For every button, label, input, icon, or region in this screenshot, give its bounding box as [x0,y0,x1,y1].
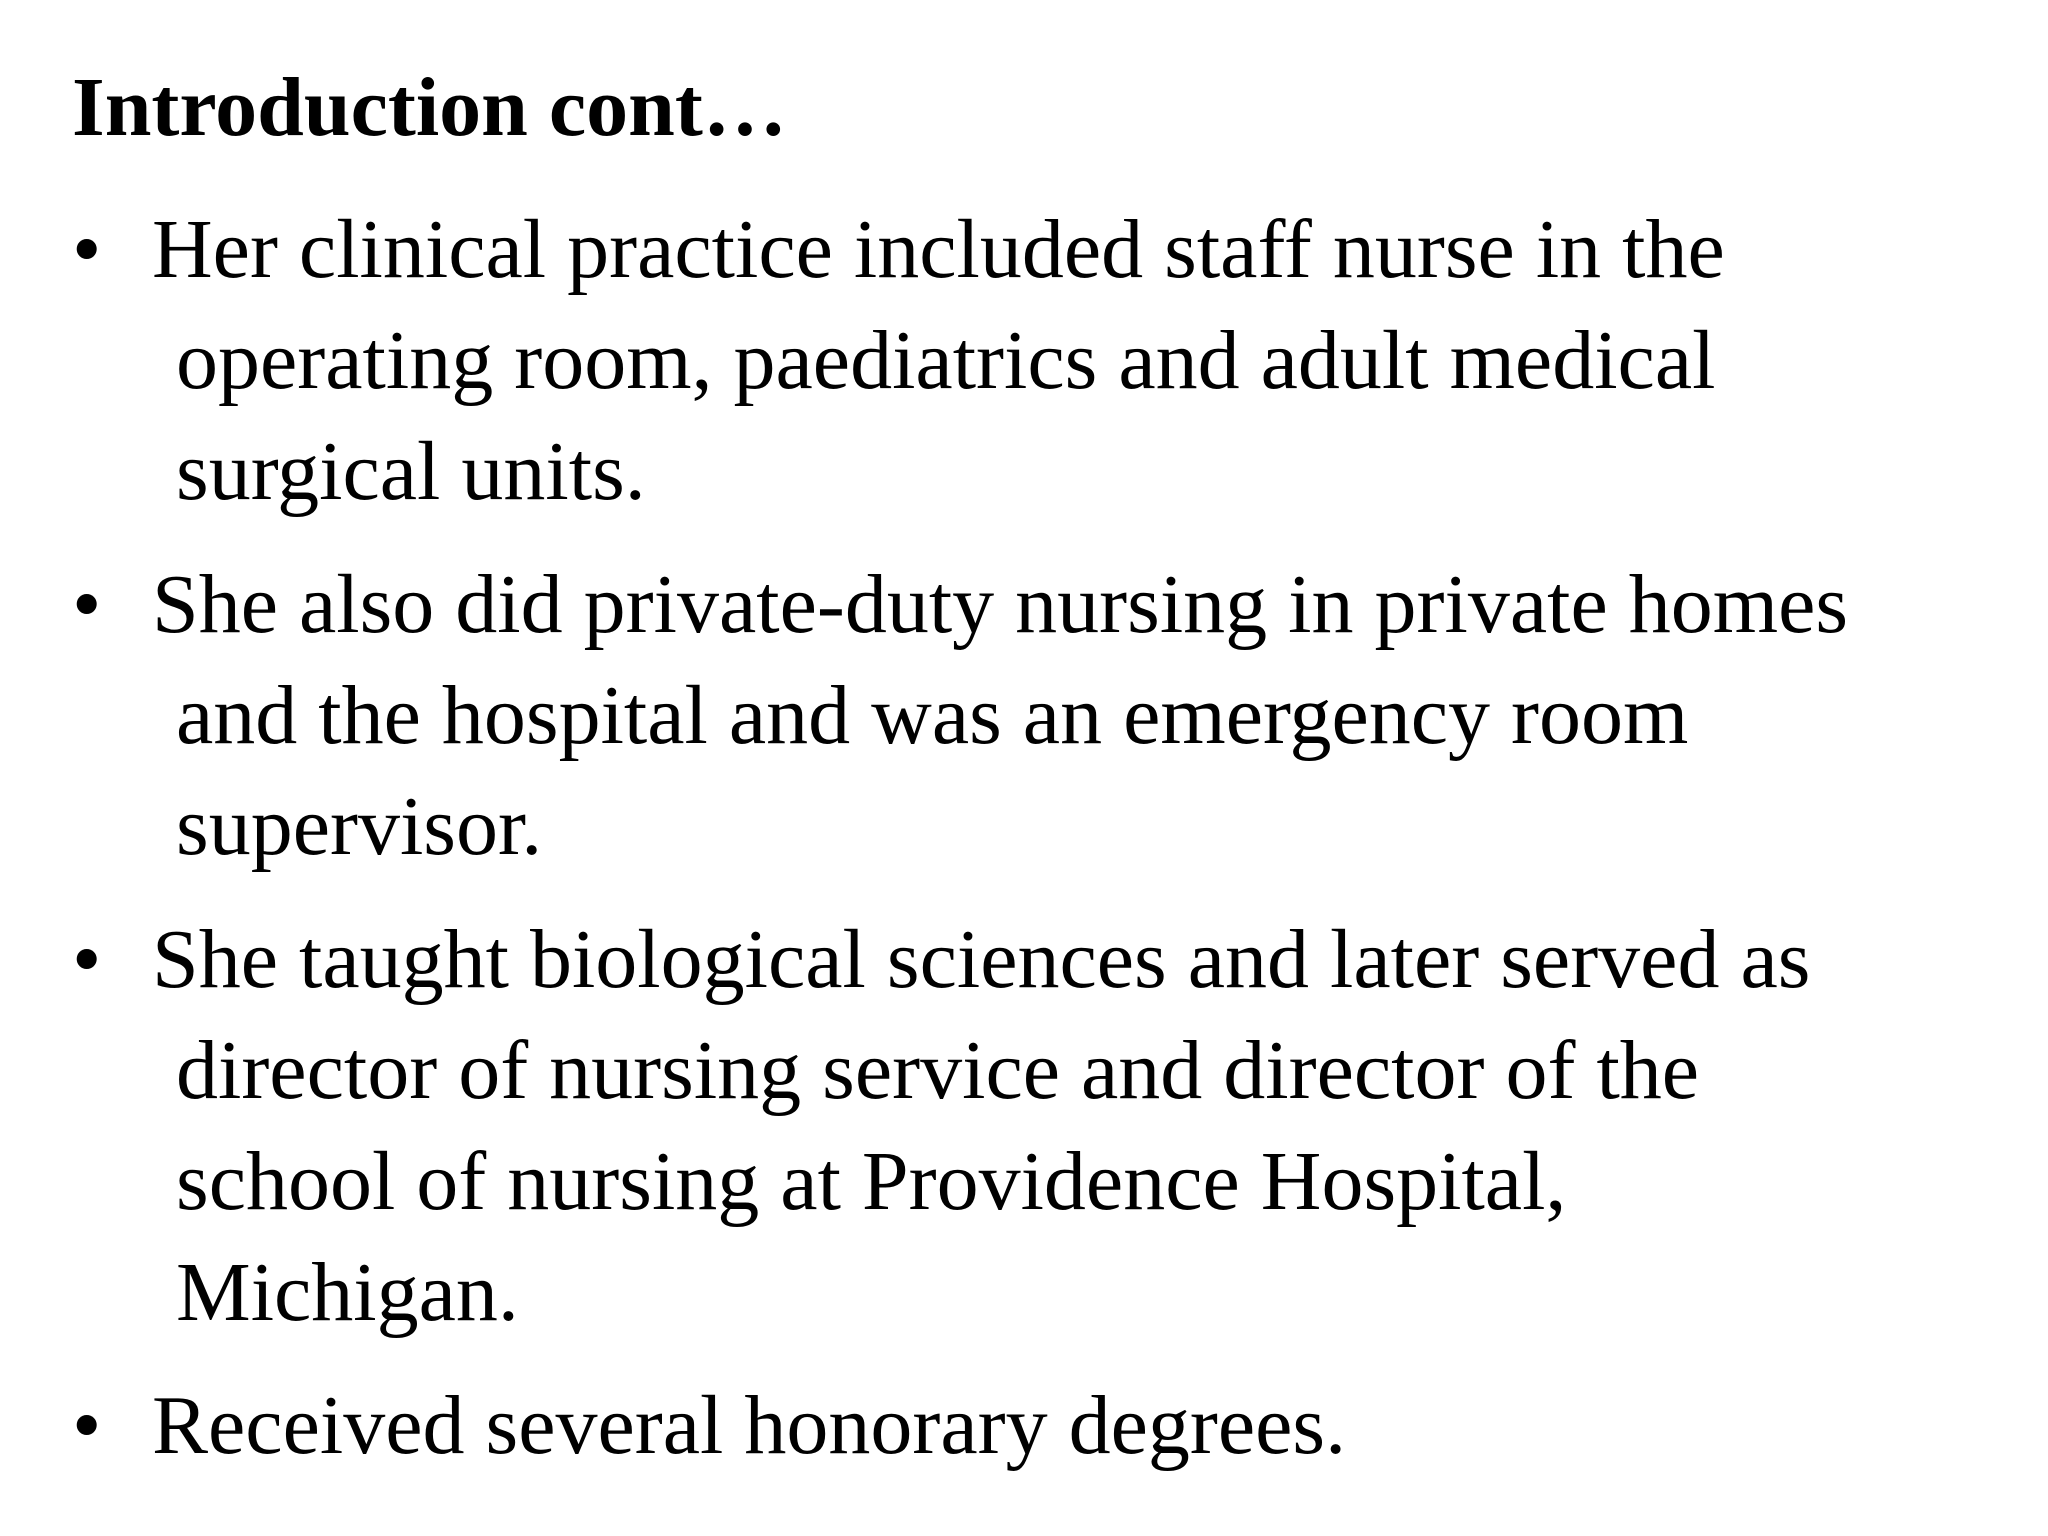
bullet-item [72,194,2022,527]
bullet-dot: • [72,913,102,1006]
bullet-item [72,1370,2022,1481]
bullet-line: She also did private-duty nursing in private homes [152,558,1849,651]
bullet-list [72,194,2022,1503]
bullet-line: supervisor. [176,780,543,873]
bullet-line: Michigan. [176,1246,519,1339]
bullet-dot: • [72,558,102,651]
bullet-line: and the hospital and was an emergency room [176,669,1689,762]
bullet-dot: • [72,1379,102,1472]
slide-title: Introduction cont… [72,61,787,154]
bullet-line: surgical units. [176,425,646,518]
bullet-dot: • [72,203,102,296]
bullet-line: She taught biological sciences and later served as [152,913,1811,1006]
bullet-line: operating room, paediatrics and adult medical [176,314,1716,407]
bullet-line: school of nursing at Providence Hospital, [176,1135,1567,1228]
bullet-line: Her clinical practice included staff nurse in the [152,203,1725,296]
bullet-line: Received several honorary degrees. [152,1379,1347,1472]
bullet-line: director of nursing service and director of the [176,1024,1700,1117]
bullet-item [72,904,2022,1348]
bullet-item [72,549,2022,882]
